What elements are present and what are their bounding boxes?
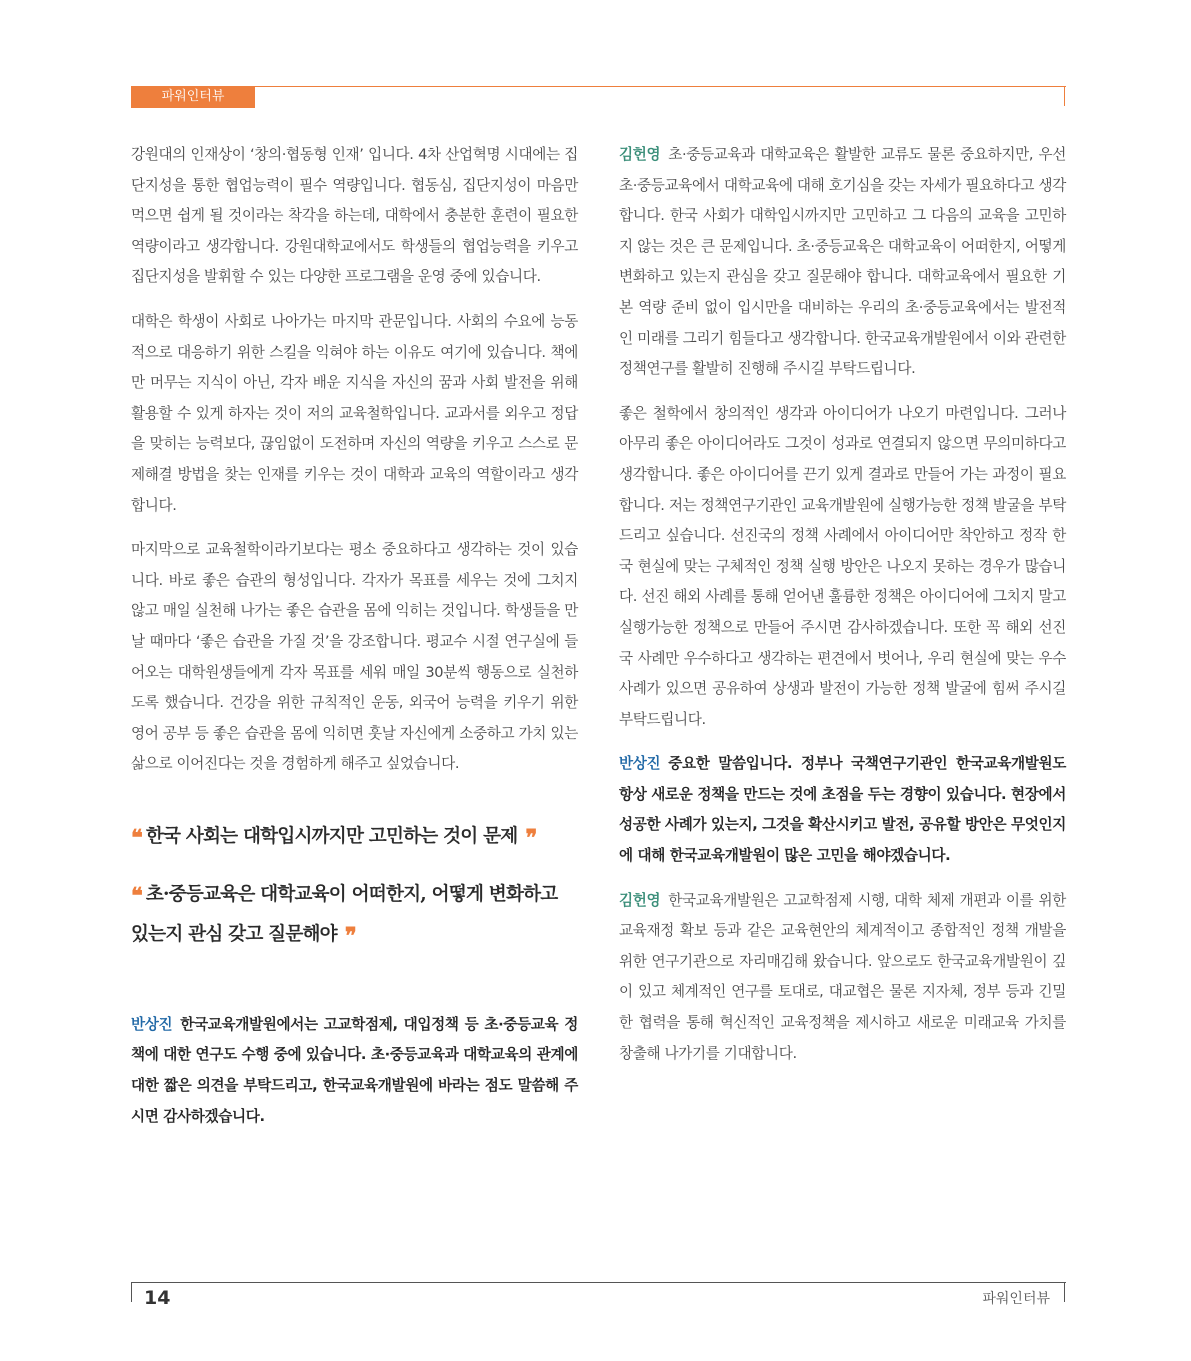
- answer-text: 초·중등교육과 대학교육은 활발한 교류도 물론 중요하지만, 우선 초·중등교육에서 대학교육에 대해 호기심을 갖는 자세가 필요하다고 생각합니다. 한국 사회가 대학입시까지만 고민하고 그 다음의 교육을 고민하지 않는 것은 큰 문제입니다. 초·중등교육은 대학교육이 어떠한지, 어떻게 변화하고 있는지 관심을 갖고 질문해야 합니다. 대학교육에서 필요한 기본 역량 준비 없이 입시만을 대비하는 우리의 초·중등교육에서는 발전적인 미래를 그리기 힘들다고 생각합니다. 한국교육개발원에서 이와 관련한 정책연구를 활발히 진행해 주시길 부탁드립니다.: [619, 146, 1066, 378]
- left-column: [131, 140, 578, 1146]
- speaker-name: 김헌영: [619, 146, 661, 163]
- footer-rule: [131, 1282, 1066, 1283]
- open-quote-icon: ❝: [131, 882, 140, 909]
- close-quote-icon: ❞: [525, 824, 535, 851]
- body-paragraph: 좋은 철학에서 창의적인 생각과 아이디어가 나오기 마련입니다. 그러나 아무리 좋은 아이디어라도 그것이 성과로 연결되지 않으면 무의미하다고 생각합니다. 좋은 아이디어를 끈기 있게 결과로 만들어 가는 과정이 필요합니다. 저는 정책연구기관인 교육개발원에 실행가능한 정책 발굴을 부탁드리고 싶습니다. 선진국의 정책 사례에서 아이디어만 착안하고 정작 한국 현실에 맞는 구체적인 정책 실행 방안은 나오지 못하는 경우가 많습니다. 선진 해외 사례를 통해 얻어낸 훌륭한 정책은 아이디어에 그치지 말고 실행가능한 정책으로 만들어 주시면 감사하겠습니다. 또한 꼭 해외 선진국 사례만 우수하다고 생각하는 편견에서 벗어나, 우리 현실에 맞는 우수사례가 있으면 공유하여 상생과 발전이 가능한 정책 발굴에 힘써 주시길 부탁드립니다.: [619, 404, 1066, 728]
- footer-section-title: 파워인터뷰: [982, 1291, 1050, 1307]
- body-paragraph: 강원대의 인재상이 ‘창의·협동형 인재’ 입니다. 4차 산업혁명 시대에는 집단지성을 통한 협업능력이 필수 역량입니다. 협동심, 집단지성이 마음만 먹으면 쉽게 될 것이라는 착각을 하는데, 대학에서 충분한 훈련이 필요한 역량이라고 생각합니다. 강원대학교에서도 학생들의 협업능력을 키우고 집단지성을 발휘할 수 있는 다양한 프로그램을 운영 중에 있습니다.: [131, 146, 578, 286]
- pull-quote-text: 초·중등교육은 대학교육이 어떠한지, 어떻게 변화하고 있는지 관심 갖고 질문해야: [131, 883, 558, 945]
- pull-quote-line: [131, 816, 578, 856]
- interviewee-answer: [619, 140, 1066, 385]
- pull-quote-line: [131, 874, 578, 954]
- interviewee-answer: [619, 886, 1066, 1070]
- question-text: 중요한 말씀입니다. 정부나 국책연구기관인 한국교육개발원도 항상 새로운 정책을 만드는 것에 초점을 두는 경향이 있습니다. 현장에서 성공한 사례가 있는지, 그것을 확산시키고 발전, 공유할 방안은 무엇인지에 대해 한국교육개발원이 많은 고민을 해야겠습니다.: [619, 755, 1066, 865]
- interviewer-question: [619, 749, 1066, 871]
- close-quote-icon: ❞: [344, 922, 354, 949]
- pull-quote: [131, 816, 578, 954]
- speaker-name: 반상진: [619, 755, 661, 773]
- body-paragraph: 마지막으로 교육철학이라기보다는 평소 중요하다고 생각하는 것이 있습니다. 바로 좋은 습관의 형성입니다. 각자가 목표를 세우는 것에 그치지 않고 매일 실천해 나가는 좋은 습관을 몸에 익히는 것입니다. 학생들을 만날 때마다 ‘좋은 습관을 가질 것’을 강조합니다. 평교수 시절 연구실에 들어오는 대학원생들에게 각자 목표를 세워 매일 30분씩 행동으로 실천하도록 했습니다. 건강을 위한 규칙적인 운동, 외국어 능력을 키우기 위한 영어 공부 등 좋은 습관을 몸에 익히면 훗날 자신에게 소중하고 가치 있는 삶으로 이어진다는 것을 경험하게 해주고 싶었습니다.: [131, 541, 578, 773]
- interviewer-question: [131, 1010, 578, 1132]
- footer-rule-start: [131, 1282, 132, 1302]
- pull-quote-text: 한국 사회는 대학입시까지만 고민하는 것이 문제: [145, 825, 518, 847]
- footer-rule-end: [1064, 1282, 1065, 1302]
- page-number: 14: [144, 1287, 171, 1309]
- open-quote-icon: ❝: [131, 824, 140, 851]
- speaker-name: 김헌영: [619, 891, 661, 909]
- answer-text: 한국교육개발원은 고교학점제 시행, 대학 체제 개편과 이를 위한 교육재정 확보 등과 같은 교육현안의 체계적이고 종합적인 정책 개발을 위한 연구기관으로 자리매김해 왔습니다. 앞으로도 한국교육개발원이 깊이 있고 체계적인 연구를 토대로, 대교협은 물론 지자체, 정부 등과 긴밀한 협력을 통해 혁신적인 교육정책을 제시하고 새로운 미래교육 가치를 창출해 나가기를 기대합니다.: [619, 891, 1066, 1062]
- question-text: 한국교육개발원에서는 고교학점제, 대입정책 등 초·중등교육 정책에 대한 연구도 수행 중에 있습니다. 초·중등교육과 대학교육의 관계에 대한 짧은 의견을 부탁드리고, 한국교육개발원에 바라는 점도 말씀해 주시면 감사하겠습니다.: [131, 1015, 578, 1125]
- section-tag: 파워인터뷰: [131, 86, 255, 108]
- speaker-name: 반상진: [131, 1015, 173, 1033]
- body-paragraph: 대학은 학생이 사회로 나아가는 마지막 관문입니다. 사회의 수요에 능동적으로 대응하기 위한 스킬을 익혀야 하는 이유도 여기에 있습니다. 책에만 머무는 지식이 아닌, 각자 배운 지식을 자신의 꿈과 사회 발전을 위해 활용할 수 있게 하자는 것이 저의 교육철학입니다. 교과서를 외우고 정답을 맞히는 능력보다, 끊임없이 도전하며 자신의 역량을 키우고 스스로 문제해결 방법을 찾는 인재를 키우는 것이 대학과 교육의 역할이라고 생각합니다.: [131, 312, 578, 514]
- right-column: [619, 140, 1066, 1083]
- header-rule: [131, 86, 1066, 87]
- header-rule-end: [1064, 86, 1065, 106]
